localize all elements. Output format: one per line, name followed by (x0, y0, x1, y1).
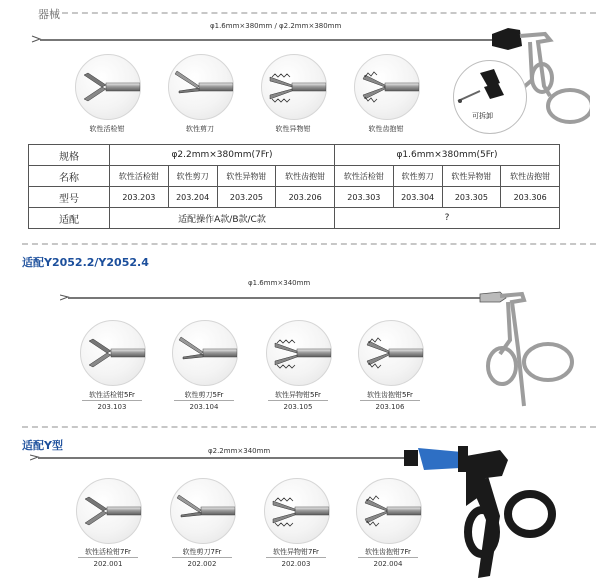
divider (268, 400, 328, 401)
row-header-spec: 规格 (29, 145, 110, 166)
tip-label: 软性齿抱钳7Fr (365, 548, 411, 556)
tip-label: 软性活检钳5Fr (89, 391, 135, 399)
detachable-label: 可拆卸 (472, 112, 493, 120)
adapt-left: 适配操作A款/B款/C款 (110, 208, 335, 229)
tip-label: 软性异物钳7Fr (273, 548, 319, 556)
table-cell: 203.303 (334, 187, 393, 208)
tip-circle-grasper (264, 478, 330, 544)
model-code: 203.106 (375, 403, 405, 411)
tip-circle-scissor (168, 54, 234, 120)
table-cell: 203.203 (110, 187, 169, 208)
section-divider (22, 243, 596, 245)
table-cell: 软性剪刀 (168, 166, 217, 187)
section1-dimension: φ1.6mm×380mm / φ2.2mm×380mm (210, 22, 342, 30)
biopsy-tip-icon (76, 55, 140, 119)
tip-label: 软性剪刀5Fr (184, 391, 224, 399)
table-row (29, 208, 560, 229)
grasper-tip-icon (265, 479, 329, 543)
tip-circle-scissor (172, 320, 238, 386)
tip-label: 软性齿抱钳5Fr (367, 391, 413, 399)
divider (82, 400, 142, 401)
spec-right: φ1.6mm×380mm(5Fr) (334, 145, 559, 166)
tip-label: 软性活检钳7Fr (85, 548, 131, 556)
table-cell: 软性齿抱钳 (501, 166, 560, 187)
tip-circle-scissor (170, 478, 236, 544)
model-code: 202.003 (281, 560, 311, 568)
divider (360, 400, 420, 401)
tip-label: 软性剪刀7Fr (182, 548, 222, 556)
section-divider (22, 426, 596, 428)
table-cell: 203.304 (393, 187, 442, 208)
model-code: 202.001 (93, 560, 123, 568)
table-cell: 软性活检钳 (334, 166, 393, 187)
tip-label: 软性异物钳 (275, 125, 311, 133)
section3-title: 适配Y型 (22, 439, 63, 452)
tip-circle-biopsy (76, 478, 142, 544)
grasper-tip-icon (267, 321, 331, 385)
grasper-tip-icon (262, 55, 326, 119)
table-row (29, 187, 560, 208)
tooth-tip-icon (355, 55, 419, 119)
divider (174, 400, 234, 401)
tip-label: 软性齿抱钳 (368, 125, 404, 133)
model-code: 202.004 (373, 560, 403, 568)
tip-label: 软性活检钳 (89, 125, 125, 133)
table-cell: 203.305 (442, 187, 501, 208)
row-header-adapt: 适配 (29, 208, 110, 229)
section1-title: 器械 (38, 8, 60, 21)
row-header-model: 型号 (29, 187, 110, 208)
tip-circle-tooth (358, 320, 424, 386)
tip-label: 软性剪刀 (186, 125, 214, 133)
table-row (29, 145, 560, 166)
tip-circle-tooth (354, 54, 420, 120)
spec-table (28, 144, 560, 229)
model-code: 203.105 (283, 403, 313, 411)
section3-dimension: φ2.2mm×340mm (208, 447, 271, 455)
divider (172, 557, 232, 558)
adapt-right: ? (334, 208, 559, 229)
table-row (29, 166, 560, 187)
table-cell: 软性异物钳 (217, 166, 276, 187)
table-cell: 软性剪刀 (393, 166, 442, 187)
table-cell: 203.206 (276, 187, 335, 208)
tip-circle-tooth (356, 478, 422, 544)
section-divider (62, 12, 596, 14)
biopsy-tip-icon (77, 479, 141, 543)
section2-title: 适配Y2052.2/Y2052.4 (22, 256, 149, 269)
table-cell: 软性异物钳 (442, 166, 501, 187)
table-cell: 203.204 (168, 187, 217, 208)
tip-circle-biopsy (80, 320, 146, 386)
scissor-tip-icon (171, 479, 235, 543)
tip-circle-grasper (261, 54, 327, 120)
biopsy-tip-icon (81, 321, 145, 385)
divider (78, 557, 138, 558)
table-cell: 203.205 (217, 187, 276, 208)
table-cell: 软性活检钳 (110, 166, 169, 187)
spec-left: φ2.2mm×380mm(7Fr) (110, 145, 335, 166)
model-code: 203.104 (189, 403, 219, 411)
tooth-tip-icon (357, 479, 421, 543)
model-code: 203.103 (97, 403, 127, 411)
table-cell: 软性齿抱钳 (276, 166, 335, 187)
tooth-tip-icon (359, 321, 423, 385)
detachable-inset (453, 60, 527, 134)
table-cell: 203.306 (501, 187, 560, 208)
divider (358, 557, 418, 558)
row-header-name: 名称 (29, 166, 110, 187)
tip-label: 软性异物钳5Fr (275, 391, 321, 399)
section2-dimension: φ1.6mm×340mm (248, 279, 311, 287)
tip-circle-biopsy (75, 54, 141, 120)
tip-circle-grasper (266, 320, 332, 386)
model-code: 202.002 (187, 560, 217, 568)
scissor-tip-icon (169, 55, 233, 119)
scissor-tip-icon (173, 321, 237, 385)
divider (266, 557, 326, 558)
detachable-knob-icon (454, 61, 526, 133)
